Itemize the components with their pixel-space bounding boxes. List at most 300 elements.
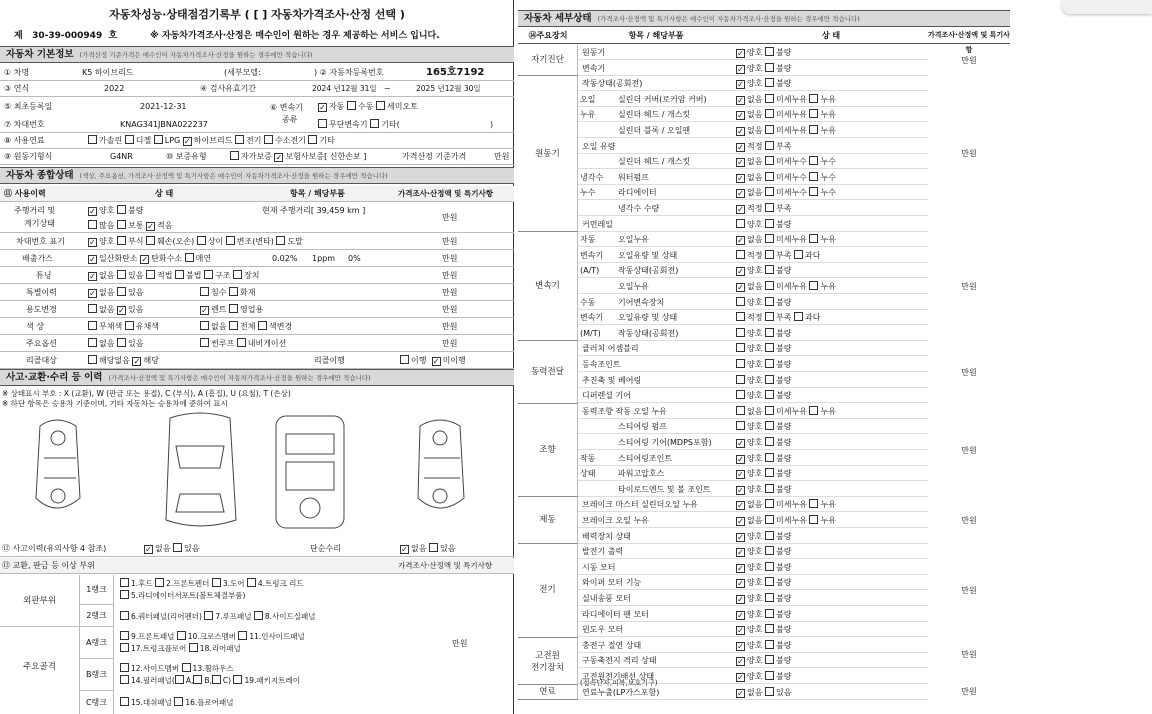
detail-item: 발전기 출력: [582, 547, 624, 557]
mileage-good-checkbox[interactable]: ✓: [89, 207, 96, 216]
detail-part: 실린더 커버(로커암 커버): [618, 94, 707, 104]
detail-state-checkbox[interactable]: [809, 499, 818, 508]
detail-row: [578, 513, 928, 528]
detail-state-checkbox[interactable]: [794, 250, 803, 259]
detail-state-options: ✓ 없음 미세누유 누유: [737, 94, 836, 105]
vin-paint-checkbox[interactable]: [276, 236, 285, 245]
detail-item: 라디에이터 팬 모터: [582, 609, 649, 619]
detail-state-checkbox[interactable]: [765, 624, 774, 633]
detail-model-label: (세부모델:: [224, 68, 261, 77]
detail-item: 자동: [580, 235, 596, 245]
trans-semi: 세미오토: [387, 102, 418, 111]
detail-state-checkbox[interactable]: ✓: [737, 657, 744, 667]
detail-item: 오일 유량: [582, 141, 616, 151]
trans-auto-checkbox[interactable]: ✓: [319, 103, 326, 112]
detail-state-checkbox[interactable]: [765, 234, 774, 243]
detail-state-checkbox[interactable]: ✓: [737, 579, 744, 589]
detail-state-checkbox[interactable]: [809, 406, 818, 415]
detail-col-state: 상 태: [734, 28, 928, 44]
color-achromatic-checkbox[interactable]: [88, 321, 97, 330]
detail-item: (A/T): [580, 266, 600, 276]
detail-state-checkbox[interactable]: ✓: [737, 532, 744, 542]
trans-manual-checkbox[interactable]: [347, 101, 356, 110]
detail-state-checkbox[interactable]: [736, 421, 745, 430]
detail-row: [578, 263, 928, 278]
mileage-few-checkbox[interactable]: ✓: [147, 222, 154, 231]
detail-state-checkbox[interactable]: [765, 359, 774, 368]
service-notice: ※ 자동차가격조사·산정은 매수인이 원하는 경우 제공하는 서비스 입니다.: [150, 31, 440, 41]
detail-state-options: ✓ 양호 불량: [737, 609, 792, 620]
number-label: 제: [14, 31, 23, 41]
detail-row: [578, 154, 928, 169]
color-chromatic-checkbox[interactable]: [125, 321, 134, 330]
recall-yes-checkbox[interactable]: ✓: [133, 357, 141, 366]
detail-state-checkbox[interactable]: ✓: [737, 673, 744, 682]
detail-part: 실린더 블록 / 오일팬: [618, 126, 691, 135]
detail-state-checkbox[interactable]: ✓: [737, 205, 744, 214]
detail-state-checkbox[interactable]: [736, 250, 745, 259]
detail-state-checkbox[interactable]: [765, 390, 774, 399]
detail-state-options: 없음 미세누유 누유: [736, 404, 836, 419]
detail-item: 냉각수: [580, 172, 604, 182]
detail-item: 작동상태(공회전): [582, 79, 643, 89]
rank2-label: 2랭크: [80, 605, 114, 627]
year-label: ③ 연식: [4, 84, 30, 93]
detail-item: 누수: [580, 188, 596, 198]
color-change-checkbox[interactable]: [258, 321, 267, 330]
detail-state-checkbox[interactable]: [765, 687, 774, 696]
model-year: 2022: [104, 84, 125, 93]
left-panel: [0, 0, 514, 714]
detail-group-hv: [518, 638, 578, 685]
detail-state-checkbox[interactable]: [765, 406, 774, 415]
accident-yes-checkbox[interactable]: [173, 543, 182, 552]
detail-state-checkbox[interactable]: ✓: [737, 485, 744, 495]
detail-state-checkbox[interactable]: [765, 297, 774, 306]
detail-state-options: 양호 불량: [736, 419, 791, 434]
detail-state-options: ✓ 양호 불량: [737, 625, 792, 636]
detail-row: [578, 107, 928, 122]
mileage-normal-checkbox[interactable]: [117, 220, 126, 229]
detail-state-checkbox[interactable]: ✓: [737, 548, 744, 558]
fuel-other-checkbox[interactable]: [308, 135, 317, 144]
repair-none-checkbox[interactable]: ✓: [401, 545, 408, 554]
emission-hc-value: 1ppm: [312, 254, 336, 263]
detail-state-checkbox[interactable]: ✓: [737, 64, 744, 74]
detail-col-device: ⑭주요장치: [518, 28, 578, 44]
detail-state-checkbox[interactable]: [765, 453, 774, 462]
trans-label: ⑥ 변속기: [270, 103, 303, 112]
vin-diff-checkbox[interactable]: [197, 236, 206, 245]
repair-yes-checkbox[interactable]: [429, 543, 438, 552]
valid-to: 2025 년12월 30일: [416, 84, 481, 93]
detail-row: [578, 45, 928, 60]
detail-item: (M/T): [580, 328, 601, 338]
detail-row: [578, 295, 928, 310]
detail-state-checkbox[interactable]: ✓: [737, 470, 744, 480]
detail-state-checkbox[interactable]: [736, 343, 745, 352]
vin-tamper-checkbox[interactable]: [226, 236, 235, 245]
detail-item: 상태: [580, 469, 596, 479]
detail-group-label: 동력전달: [518, 341, 578, 403]
detail-state-checkbox[interactable]: ✓: [737, 127, 744, 136]
detail-state-checkbox[interactable]: ✓: [737, 236, 744, 246]
row-year: [0, 81, 514, 97]
detail-state-checkbox[interactable]: ✓: [737, 111, 744, 121]
detail-state-checkbox[interactable]: [809, 109, 818, 118]
detail-item: 수동: [580, 297, 596, 307]
detail-state-options: ✓ 양호 불량: [737, 48, 792, 58]
exchange-won: 만원: [452, 639, 468, 648]
special-none-checkbox[interactable]: ✓: [89, 289, 96, 298]
detail-group-label: 조향: [518, 404, 578, 498]
detail-state-checkbox[interactable]: ✓: [737, 158, 744, 168]
detail-state-checkbox[interactable]: ✓: [737, 595, 744, 604]
detail-state-checkbox[interactable]: [765, 156, 774, 165]
detail-state-options: ✓ 양호 불량: [737, 63, 792, 74]
usage-yes-checkbox[interactable]: ✓: [118, 306, 125, 315]
detail-state-checkbox[interactable]: [765, 531, 774, 540]
detail-item: 브레이크 마스터 실린더오일 누유: [582, 500, 698, 510]
detail-item: 누유: [580, 110, 596, 120]
summary-color: 색 상 무채색 유채색 없음 전체 색변경 만원: [0, 319, 514, 335]
fuel-hybrid-checkbox[interactable]: ✓: [183, 137, 191, 146]
fuel-h2-checkbox[interactable]: [264, 135, 273, 144]
detail-state-checkbox[interactable]: ✓: [737, 267, 744, 277]
detail-state-checkbox[interactable]: [765, 484, 774, 493]
detail-state-options: 양호 불량: [736, 373, 791, 388]
detail-group-won: 만원: [961, 281, 977, 291]
detail-state-options: ✓ 없음 미세누수 누수: [737, 188, 836, 199]
detail-row: [578, 139, 928, 154]
detail-state-checkbox[interactable]: [765, 468, 774, 477]
summary-option: 주요옵션 없음 있음 썬루프 내비게이션 만원: [0, 336, 514, 352]
doc-number: 30-39-000949: [32, 31, 103, 41]
detail-group-label: 제동: [518, 497, 578, 544]
detail-state-options: ✓ 양호 불량: [737, 562, 792, 573]
recall-notdone-checkbox[interactable]: ✓: [432, 357, 440, 366]
detail-state-checkbox[interactable]: ✓: [737, 189, 744, 199]
detail-item: 커먼레일: [582, 219, 613, 229]
detail-item: 구동축전지 격리 상태: [582, 656, 657, 666]
detail-state-options: 양호 불량: [736, 388, 791, 403]
rank1-parts-a: 1.후드 2.프론트펜더 3.도어 4.트렁크 리드: [120, 578, 304, 589]
tuning-device-checkbox[interactable]: [233, 270, 242, 279]
detail-state-checkbox[interactable]: [765, 47, 774, 56]
detail-state-checkbox[interactable]: [765, 546, 774, 555]
detail-state-checkbox[interactable]: [765, 141, 774, 150]
detail-state-checkbox[interactable]: [765, 499, 774, 508]
detail-state-checkbox[interactable]: [809, 172, 818, 181]
first-reg-label: ⑤ 최초등록일: [4, 102, 53, 111]
detail-row: [578, 170, 928, 185]
detail-state-options: ✓ 양호 불량: [737, 266, 792, 277]
detail-row: [578, 591, 928, 606]
fuel-ev-checkbox[interactable]: [235, 135, 244, 144]
detail-state-checkbox[interactable]: [794, 312, 803, 321]
detail-state-options: ✓ 양호 불량: [737, 640, 792, 651]
detail-state-checkbox[interactable]: [765, 343, 774, 352]
detail-state-checkbox[interactable]: ✓: [737, 563, 744, 573]
detail-state-checkbox[interactable]: [765, 187, 774, 196]
detail-state-checkbox[interactable]: [736, 328, 745, 337]
summary-vin: 차대번호 표기 ✓ 양호 부식 훼손(오손) 상이 변조(변타) 도말 만원: [0, 234, 514, 250]
rankC-label: C랭크: [80, 691, 114, 714]
emission-smoke-checkbox[interactable]: [185, 253, 194, 262]
engine-label: ⑨ 원동기형식: [4, 152, 53, 161]
detail-state-checkbox[interactable]: [765, 328, 774, 337]
detail-row: [578, 560, 928, 575]
recall-none-checkbox[interactable]: [88, 355, 97, 364]
trans-cvt: 무단변속기: [329, 120, 368, 129]
detail-state-checkbox[interactable]: [765, 671, 774, 680]
detail-part: 작동상태(공회전): [618, 266, 679, 276]
usage-none-checkbox[interactable]: [88, 304, 97, 313]
detail-state-checkbox[interactable]: ✓: [737, 610, 744, 620]
accident-none-checkbox[interactable]: ✓: [145, 545, 152, 554]
option-sunroof-checkbox[interactable]: [200, 338, 209, 347]
fuel-lpg-checkbox[interactable]: [154, 135, 163, 144]
detail-state-checkbox[interactable]: ✓: [737, 95, 744, 105]
detail-row: [578, 419, 928, 434]
detail-state-checkbox[interactable]: [765, 63, 774, 72]
mileage-many-checkbox[interactable]: [88, 220, 97, 229]
detail-state-checkbox[interactable]: [736, 219, 745, 228]
hv-note: (접속단자,피복,보호기구): [580, 679, 658, 687]
detail-state-checkbox[interactable]: [736, 375, 745, 384]
detail-item: 변속기: [582, 63, 606, 73]
detail-part: 파워고압호스: [618, 469, 665, 479]
detail-state-checkbox[interactable]: ✓: [737, 439, 744, 448]
detail-state-checkbox[interactable]: [765, 421, 774, 430]
detail-state-checkbox[interactable]: [765, 655, 774, 664]
doc-title: 자동차성능·상태점검기록부 ( [ ] 자동차가격조사·산정 선택 ): [109, 8, 405, 21]
detail-row: [578, 388, 928, 403]
detail-part: 오일유량 및 상태: [618, 313, 678, 323]
detail-col-price: 가격조사·산정액 및 특기사항: [928, 28, 1010, 44]
detail-state-checkbox[interactable]: [736, 359, 745, 368]
detail-group-label: 자기진단: [518, 45, 578, 76]
recall-done-checkbox[interactable]: [400, 355, 409, 364]
detail-row: [578, 248, 928, 263]
detail-part: 오일유량 및 상태: [618, 250, 678, 260]
trans-auto: 자동: [329, 102, 345, 111]
detail-group-label: 연료: [518, 685, 578, 701]
detail-state-checkbox[interactable]: [765, 281, 774, 290]
detail-state-checkbox[interactable]: [765, 640, 774, 649]
warranty-ins-checkbox[interactable]: ✓: [275, 153, 283, 162]
trans-other-checkbox[interactable]: [370, 119, 379, 128]
usage-biz-checkbox[interactable]: [229, 304, 238, 313]
detail-state-checkbox[interactable]: [765, 375, 774, 384]
detail-state-checkbox[interactable]: [765, 250, 774, 259]
tuning-yes-checkbox[interactable]: [117, 270, 126, 279]
detail-state-checkbox[interactable]: ✓: [737, 688, 744, 698]
rankA-parts-2: 17.트렁크플로어 18.리어패널: [120, 643, 241, 654]
detail-item: 고전원전기배선 상태: [582, 672, 655, 681]
detail-part: 타이로드엔드 및 볼 조인트: [618, 484, 711, 494]
detail-item: 변속기: [580, 313, 604, 323]
detail-state-checkbox[interactable]: [809, 187, 818, 196]
emission-co-checkbox[interactable]: ✓: [89, 255, 96, 264]
usage-rent-checkbox[interactable]: ✓: [201, 306, 208, 315]
detail-row: [578, 357, 928, 372]
detail-state-options: 양호 불량: [736, 217, 791, 232]
trans-cvt-checkbox[interactable]: [318, 119, 327, 128]
detail-state-checkbox[interactable]: ✓: [737, 49, 744, 58]
detail-state-checkbox[interactable]: [765, 203, 774, 212]
detail-state-checkbox[interactable]: [765, 78, 774, 87]
option-none-checkbox[interactable]: [88, 338, 97, 347]
vin-corrosion-checkbox[interactable]: [117, 236, 126, 245]
detail-state-options: 양호 불량: [736, 326, 791, 341]
fuel-gas-checkbox[interactable]: [88, 135, 97, 144]
option-yes-checkbox[interactable]: [117, 338, 126, 347]
detail-state-checkbox[interactable]: ✓: [737, 142, 744, 152]
tuning-legal-checkbox[interactable]: [146, 270, 155, 279]
detail-row: [578, 232, 928, 247]
rankC-parts: 15.대쉬패널 16.플로어패널: [120, 697, 233, 708]
car-top-view: [166, 413, 236, 526]
detail-state-checkbox[interactable]: [736, 312, 745, 321]
right-panel: [518, 0, 1010, 714]
detail-state-checkbox[interactable]: [736, 406, 745, 415]
summary-tuning: 튜닝 ✓ 없음 있음 적법 불법 구조 장치 만원: [0, 268, 514, 284]
detail-state-checkbox[interactable]: [736, 390, 745, 399]
detail-state-checkbox[interactable]: [765, 219, 774, 228]
detail-state-checkbox[interactable]: [809, 515, 818, 524]
detail-state-checkbox[interactable]: [765, 437, 774, 446]
detail-state-options: ✓ 없음 미세누유 누유: [737, 282, 836, 292]
basic-info-header: 자동차 기본정보 (가격산정 기준가격은 매수인이 자동차가격조사·산정을 원하는 경우에만 적습니다): [0, 46, 514, 63]
row-engine: ⑨ 원동기형식 G4NR ⑩ 보증유형 자가보증 ✓ 보험사보증[ 신한손보 ] 가격산정 기준가격 만원: [0, 149, 514, 165]
detail-state-checkbox[interactable]: ✓: [737, 283, 744, 292]
emission-smoke-value: 0%: [348, 254, 361, 263]
detail-state-checkbox[interactable]: ✓: [737, 641, 744, 651]
detail-row: [578, 341, 928, 356]
trans-other: 기타(: [381, 120, 400, 129]
detail-item: 와이퍼 모터 기능: [582, 578, 642, 588]
fuel-diesel-checkbox[interactable]: [125, 135, 134, 144]
mileage-bad-checkbox[interactable]: [117, 205, 126, 214]
tuning-none-checkbox[interactable]: ✓: [89, 272, 96, 281]
tuning-struct-checkbox[interactable]: [204, 270, 213, 279]
detail-state-checkbox[interactable]: [736, 297, 745, 306]
detail-row: [578, 279, 928, 294]
car-frame-view: [276, 416, 344, 528]
detail-state-options: 양호 불량: [736, 357, 791, 372]
accident-header: 사고·교환·수리 등 이력 (가격조사·산정액 및 특기사항은 매수인이 자동차가격조사·산정을 원하는 경우에만 적습니다): [0, 369, 514, 386]
detail-state-checkbox[interactable]: ✓: [737, 80, 744, 90]
rankA-parts-1: 9.프론트패널 10.크로스멤버 11.인사이드패널: [120, 631, 305, 642]
detail-item: 디퍼렌셜 기어: [582, 391, 631, 401]
detail-header: 자동차 세부상태 (가격조사·산정액 및 특기사항은 매수인이 자동차가격조사·산정을 원하는 경우에만 적습니다): [518, 10, 1010, 27]
first-reg-date: 2021-12-31: [140, 102, 187, 111]
detail-state-options: ✓ 양호 불량: [737, 531, 792, 542]
detail-state-options: ✓ 없음 미세누유 누유: [737, 500, 836, 511]
tuning-illegal-checkbox[interactable]: [175, 270, 184, 279]
detail-state-options: ✓ 적정 부족: [737, 141, 792, 152]
detail-state-checkbox[interactable]: [765, 172, 774, 181]
detail-state-checkbox[interactable]: [765, 593, 774, 602]
warranty-self-checkbox[interactable]: [230, 151, 239, 160]
detail-item: 추진축 및 베어링: [582, 375, 642, 385]
trans-manual: 수동: [358, 102, 374, 111]
detail-state-checkbox[interactable]: ✓: [737, 173, 744, 183]
detail-state-checkbox[interactable]: [765, 312, 774, 321]
vin-damage-checkbox[interactable]: [146, 236, 155, 245]
detail-state-checkbox[interactable]: [809, 234, 818, 243]
special-fire-checkbox[interactable]: [229, 287, 238, 296]
outer-label: 외판부위: [0, 575, 80, 627]
color-none-checkbox[interactable]: [200, 321, 209, 330]
car-name: K5 하이브리드: [82, 68, 134, 77]
engine-type: G4NR: [110, 152, 133, 161]
detail-state-checkbox[interactable]: [765, 609, 774, 618]
detail-state-checkbox[interactable]: [809, 125, 818, 134]
detail-state-options: ✓ 없음 미세누유 누유: [737, 516, 836, 526]
emission-hc-checkbox[interactable]: ✓: [141, 255, 149, 264]
car-name-label: ① 차명: [4, 68, 30, 77]
detail-state-checkbox[interactable]: [809, 156, 818, 165]
detail-item: 연료누출(LP가스포함): [582, 687, 660, 697]
special-yes-checkbox[interactable]: [117, 287, 126, 296]
detail-state-options: ✓ 양호 불량: [737, 438, 792, 448]
rankA-label: A랭크: [80, 627, 114, 659]
detail-state-checkbox[interactable]: [765, 562, 774, 571]
detail-state-checkbox[interactable]: [765, 265, 774, 274]
detail-group-won: 만원: [961, 515, 977, 525]
detail-state-checkbox[interactable]: [765, 125, 774, 134]
valid-label: ④ 검사유효기간: [200, 84, 257, 93]
detail-state-checkbox[interactable]: ✓: [737, 517, 744, 526]
detail-state-checkbox[interactable]: [765, 577, 774, 586]
warranty-label: ⑩ 보증유형: [166, 152, 207, 161]
detail-row: [578, 529, 928, 544]
detail-state-checkbox[interactable]: [765, 109, 774, 118]
summary-usage: 용도변경 없음 ✓ 있음 ✓ 렌트 영업용 만원: [0, 302, 514, 318]
trans-semi-checkbox[interactable]: [376, 101, 385, 110]
row-fuel: [0, 133, 514, 149]
vin-good-checkbox[interactable]: ✓: [89, 238, 96, 247]
detail-row: [578, 123, 928, 138]
detail-item: 오일: [580, 94, 596, 104]
detail-state-checkbox[interactable]: ✓: [737, 626, 744, 636]
detail-row: [578, 404, 928, 419]
detail-row: [578, 373, 928, 388]
summary-special: 특별이력 ✓ 없음 있음 침수 화재 만원: [0, 285, 514, 301]
trans-label2: 종류: [282, 115, 298, 124]
detail-state-checkbox[interactable]: [765, 515, 774, 524]
vin-label: ⑦ 차대번호: [4, 120, 45, 129]
detail-row: [578, 217, 928, 232]
detail-state-checkbox[interactable]: [809, 94, 818, 103]
detail-state-checkbox[interactable]: ✓: [737, 454, 744, 464]
option-navi-checkbox[interactable]: [237, 338, 246, 347]
detail-state-checkbox[interactable]: [809, 281, 818, 290]
detail-part: 냉각수 수량: [618, 204, 660, 213]
special-flood-checkbox[interactable]: [200, 287, 209, 296]
detail-state-checkbox[interactable]: ✓: [737, 501, 744, 511]
rankB-label: B랭크: [80, 659, 114, 691]
detail-state-checkbox[interactable]: [765, 94, 774, 103]
detail-item: 시동 모터: [582, 562, 616, 572]
summary-mileage: 주행거리 및 계기상태 ✓ 양호 불량 현재 주행거리[ 39,459 km ] 많음 보통 ✓ 적음 만원: [0, 203, 514, 233]
detail-row: [578, 466, 928, 481]
color-full-checkbox[interactable]: [229, 321, 238, 330]
detail-row: [578, 653, 928, 668]
car-right-side-view: [418, 420, 464, 508]
